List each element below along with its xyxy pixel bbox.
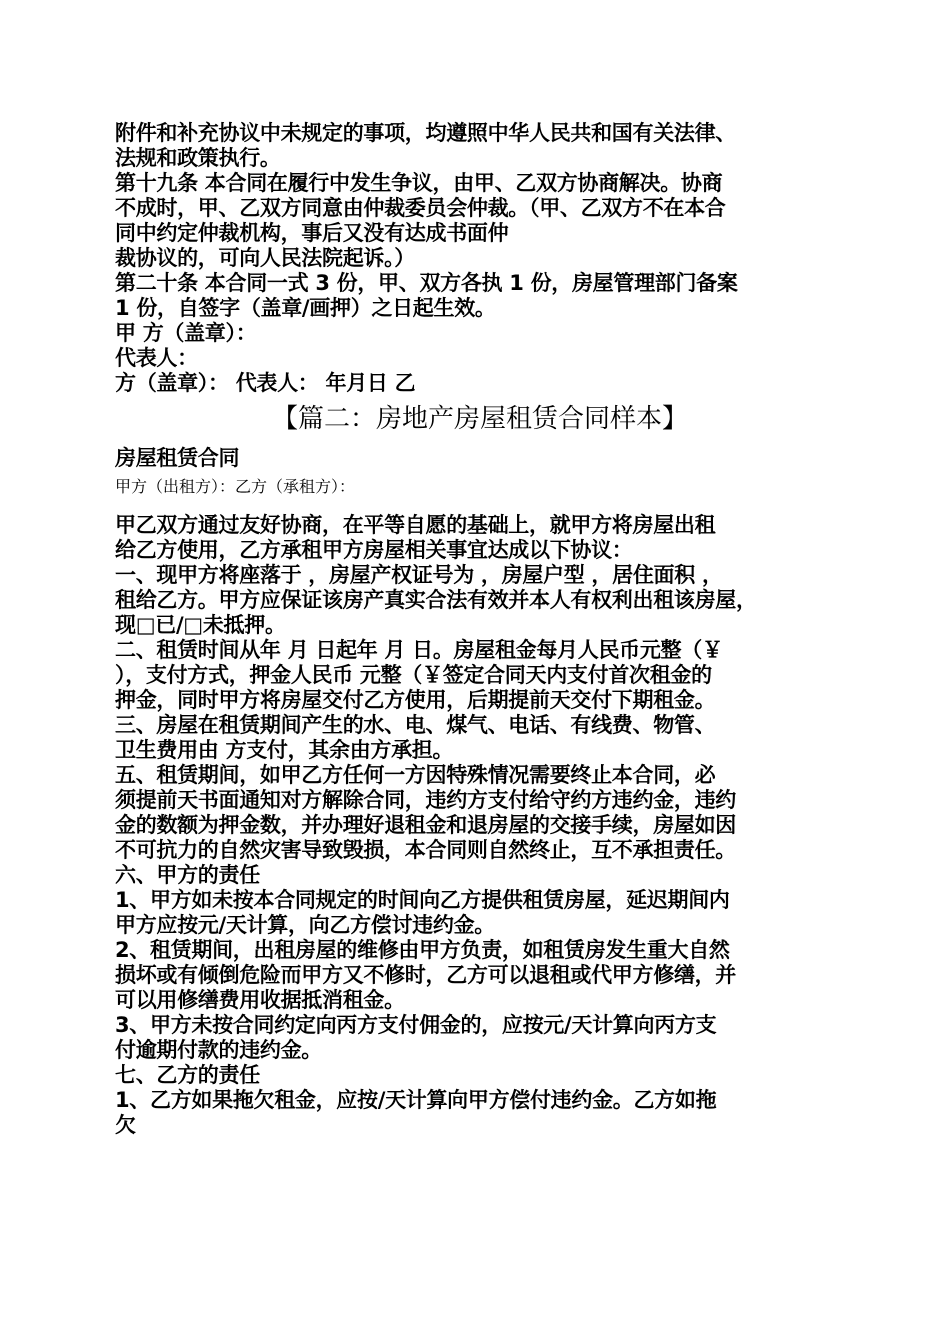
clause-7-item-1: [115, 1088, 845, 1138]
text-line: 付逾期付款的违约金。: [115, 1038, 322, 1062]
paragraph-article-20: [115, 271, 845, 321]
text-line: 裁协议的，可向人民法院起诉。）: [115, 246, 415, 270]
clause-6-item-2: [115, 938, 845, 1013]
party-seal-date-line: 方（盖章）： 代表人： 年月日 乙: [115, 371, 416, 395]
text-line: 1、乙方如果拖欠租金，应按/天计算向甲方偿付违约金。乙方如拖: [115, 1088, 717, 1112]
text-line: 不成时，甲、乙双方同意由仲裁委员会仲裁。（甲、乙双方不在本合: [115, 196, 726, 220]
text-line: 第二十条 本合同一式 3 份，甲、双方各执 1 份，房屋管理部门备案: [115, 271, 738, 295]
paragraph-preamble: [115, 513, 845, 563]
text-line: 六、甲方的责任: [115, 863, 260, 887]
text-line: 可以用修缮费用收据抵消租金。: [115, 988, 405, 1012]
representative-line: 代表人：: [115, 346, 198, 370]
clause-6-heading: [115, 863, 845, 888]
section-title: 【篇二：房地产房屋租赁合同样本】: [271, 404, 688, 434]
text-line: 3、甲方未按合同约定向丙方支付佣金的，应按元/天计算向丙方支: [115, 1013, 717, 1037]
text-line: 法规和政策执行。: [115, 146, 281, 170]
text-line: 五、租赁期间，如甲乙方任何一方因特殊情况需要终止本合同，必: [115, 763, 716, 787]
text-line: 七、乙方的责任: [115, 1063, 260, 1087]
clause-3: [115, 713, 845, 763]
clause-7-heading: [115, 1063, 845, 1088]
signature-block: [115, 321, 845, 396]
clause-5: [115, 763, 845, 863]
text-line: 一、现甲方将座落于 ，房屋产权证号为 ，房屋户型 ，居住面积 ，: [115, 563, 723, 587]
text-line: 同中约定仲裁机构，事后又没有达成书面仲: [115, 221, 509, 245]
text-line: 金的数额为押金数，并办理好退租金和退房屋的交接手续，房屋如因: [115, 813, 736, 837]
text-line: 欠: [115, 1113, 136, 1137]
text-line: 1、甲方如未按本合同规定的时间向乙方提供租赁房屋，延迟期间内: [115, 888, 730, 912]
text-line: 押金，同时甲方将房屋交付乙方使用，后期提前天交付下期租金。: [115, 688, 716, 712]
text-line: 租给乙方。甲方应保证该房产真实合法有效并本人有权利出租该房屋，: [115, 588, 757, 612]
text-line: 1 份，自签字（盖章/画押）之日起生效。: [115, 296, 496, 320]
party-a-seal-line: 甲 方（盖章）：: [115, 321, 257, 345]
text-line: 三、房屋在租赁期间产生的水、电、煤气、电话、有线费、物管、: [115, 713, 716, 737]
parties-line: 甲方（出租方）：乙方（承租方）：: [115, 477, 356, 496]
text-line: 第十九条 本合同在履行中发生争议，由甲、乙双方协商解决。协商: [115, 171, 723, 195]
paragraph-article-19: [115, 171, 845, 271]
text-line: 房屋租赁合同: [115, 446, 240, 470]
paragraph-supplementary-terms: [115, 121, 845, 171]
text-line: 不可抗力的自然灾害导致毁损，本合同则自然终止，互不承担责任。: [115, 838, 736, 862]
text-line: 损坏或有倾倒危险而甲方又不修时，乙方可以退租或代甲方修缮，并: [115, 963, 736, 987]
text-line: 甲乙双方通过友好协商，在平等自愿的基础上，就甲方将房屋出租: [115, 513, 716, 537]
text-line: 须提前天书面通知对方解除合同，违约方支付给守约方违约金，违约: [115, 788, 736, 812]
text-line: ），支付方式，押金人民币 元整（￥签定合同天内支付首次租金的: [115, 663, 712, 687]
text-line: 2、租赁期间，出租房屋的维修由甲方负责，如租赁房发生重大自然: [115, 938, 730, 962]
clause-2: [115, 638, 845, 713]
text-line: 甲方应按元/天计算，向乙方偿讨违约金。: [115, 913, 495, 937]
document-body: [115, 121, 845, 1138]
clause-6-item-3: [115, 1013, 845, 1063]
text-line: 附件和补充协议中未规定的事项，均遵照中华人民共和国有关法律、: [115, 121, 736, 145]
clause-1: [115, 563, 845, 638]
clause-6-item-1: [115, 888, 845, 938]
text-line: 二、租赁时间从年 月 日起年 月 日。房屋租金每月人民币元整（￥: [115, 638, 723, 662]
contract-heading: [115, 446, 845, 471]
text-line: 给乙方使用，乙方承租甲方房屋相关事宜达成以下协议：: [115, 538, 633, 562]
text-line: 现□已/□未抵押。: [115, 613, 286, 637]
text-line: 卫生费用由 方支付，其余由方承担。: [115, 738, 454, 762]
